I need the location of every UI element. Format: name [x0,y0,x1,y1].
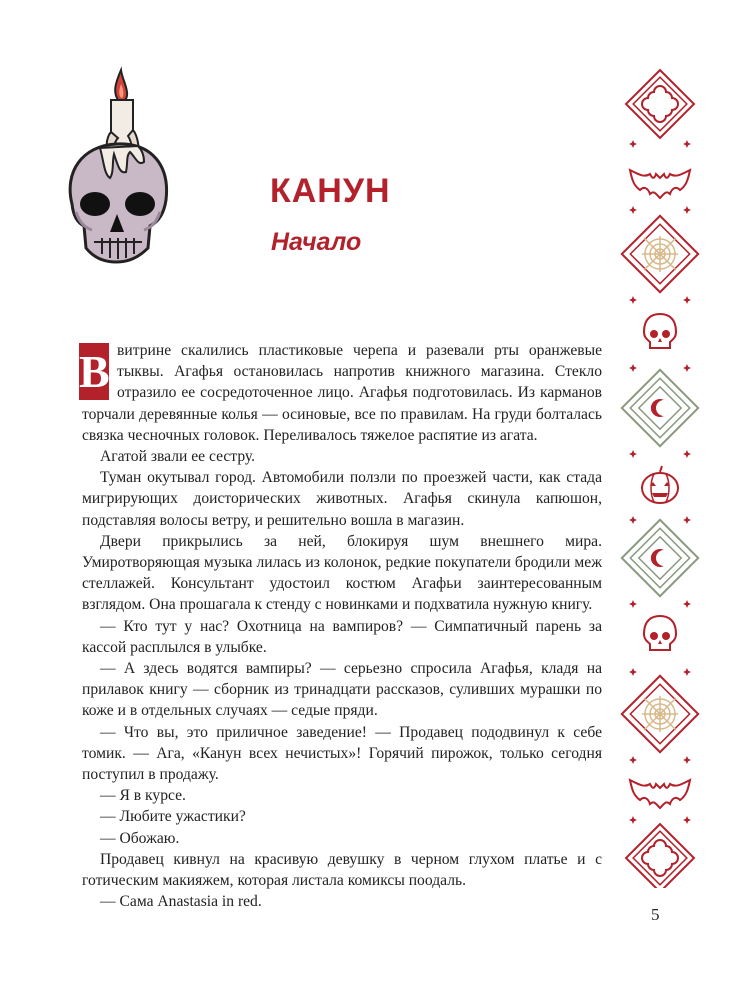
paragraph: — Сама Anastasia in red. [100,893,262,911]
paragraph: Туман окутывал город. Автомобили ползли по проезжей части, как стада мигрирующих доисторических животных. Агафья скинула капюшон, подставляя волосы ветру, и решительно вошла в магазин. [82,469,602,529]
paragraph: — Любите ужастики? [100,808,246,826]
skull-candle-illustration [58,62,176,272]
paragraph: В витрине скалились пластиковые черепа и разевали рты оранжевые тыквы. Агафья остановилась напротив книжного магазина. Стекло отразило ее сосредоточенное лицо. Агафья подготовилась. Из карманов торчали деревянные колья — осиновые, все по правилам. На груди болталась связка чесночных головок. Переливалось тяжелое распятие из агата. [79,342,602,444]
chapter-subtitle: Начало [271,228,362,256]
skull-icon [644,616,676,650]
moon-diamond-icon [622,520,698,596]
chapter-body [79,340,602,912]
paragraph: — Что вы, это приличное заведение! — Продавец пододвинул к себе томик. — Ага, «Канун всех нечистых»! Горячий пирожок, только сегодня поступил в продажу. [82,723,602,784]
paragraph: Агатой звали ее сестру. [100,448,256,466]
drop-cap: В [79,343,109,400]
pumpkin-icon [642,466,678,503]
moon-diamond-icon [622,370,698,446]
cobweb-diamond-icon [622,216,698,292]
paragraph: — Я в курсе. [100,787,186,805]
bat-icon [630,170,690,198]
paragraph: Продавец кивнул на красивую девушку в черном глухом платье и с готическим макияжем, которая листала комиксы поодаль. [82,850,602,890]
quatrefoil-diamond-icon [626,70,694,138]
chapter-title: КАНУН [270,172,391,210]
quatrefoil-diamond-icon [626,824,694,888]
paragraph: — А здесь водятся вампиры? — серьезно спросила Агафья, кладя на прилавок книгу — сборник из тринадцати рассказов, суливших мурашки по коже и в отдельных случаях — седые пряди. [82,660,602,720]
ornament-column [615,68,705,888]
paragraph: — Обожаю. [100,829,180,847]
paragraph: — Кто тут у нас? Охотница на вампиров? — Симпатичный парень за кассой расплылся в улыбке. [82,617,602,656]
paragraph: Двери прикрылись за ней, блокируя шум внешнего мира. Умиротворяющая музыка лилась из колонок, редкие покупатели бродили меж стеллажей. Консультант удостоил костюм Агафьи заинтересованным взглядом. Она прошагала к стенду с новинками и подхватила нужную книгу. [82,532,602,614]
bat-icon [630,780,690,808]
page-number: 5 [651,905,660,924]
cobweb-diamond-icon [622,676,698,752]
skull-icon [644,314,676,348]
